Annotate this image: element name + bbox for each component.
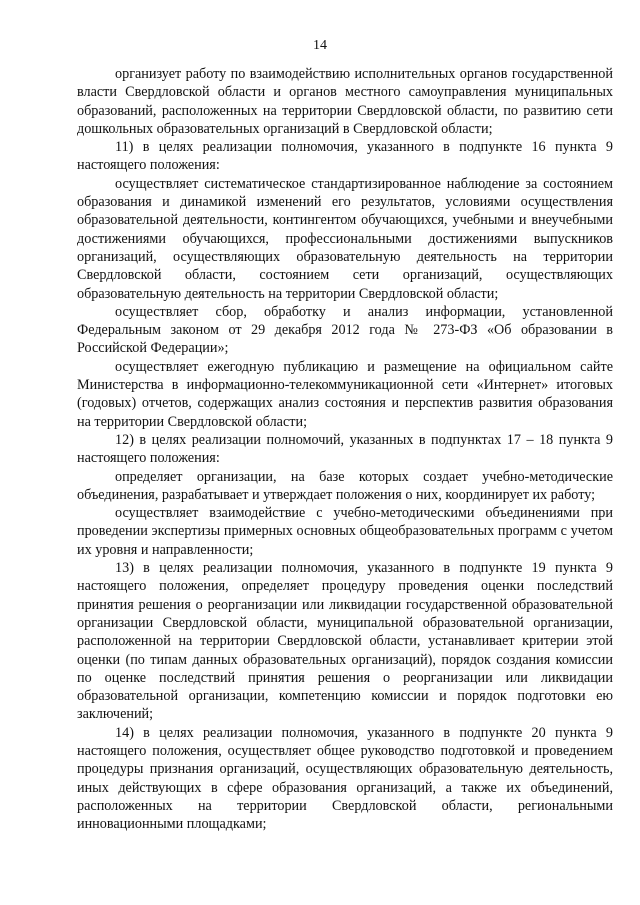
paragraph: осуществляет сбор, обработку и анализ информации, установленной Федеральным законом от 29 декабря 2012 года № 273-ФЗ «Об образовании в Российской Федерации»; <box>77 303 613 357</box>
paragraph: организует работу по взаимодействию исполнительных органов государственной власти Свердловской области и органов местного самоуправления муниципальных образований, расположенных на территории Свердловской области, по развитию сети дошкольных образовательных организаций в Свердловской области; <box>77 66 613 137</box>
paragraph: осуществляет систематическое стандартизированное наблюдение за состоянием образования и динамикой изменений его результатов, условиями осуществления образовательной деятельности, контингентом обучающихся, учебными и внеучебными достижениями обучающихся, профессиональными достижениями выпускников организаций, осуществляющих образовательную деятельность на территории Свердловской области, состоянием сети организаций, осуществляющих образовательную деятельность на территории Свердловской области; <box>77 175 613 302</box>
page-number: 14 <box>313 38 327 53</box>
paragraph: 11) в целях реализации полномочия, указанного в подпункте 16 пункта 9 настоящего положения: <box>77 139 613 174</box>
paragraph: определяет организации, на базе которых создает учебно-методические объединения, разрабатывает и утверждает положения о них, координирует их работу; <box>77 468 613 503</box>
document-body <box>77 65 613 833</box>
paragraph: осуществляет взаимодействие с учебно-методическими объединениями при проведении экспертизы примерных основных общеобразовательных программ с учетом их уровня и направленности; <box>77 505 613 558</box>
paragraph: 14) в целях реализации полномочия, указанного в подпункте 20 пункта 9 настоящего положения, осуществляет общее руководство подготовкой и проведением процедуры признания организаций, осуществляющих образовательную деятельность, иных действующих в сфере образования организаций, а также их объединений, расположенных на территории Свердловской области, региональными инновационными площадками; <box>77 724 613 833</box>
paragraph: 13) в целях реализации полномочия, указанного в подпункте 19 пункта 9 настоящего положения, определяет процедуру проведения оценки последствий принятия решения о реорганизации или ликвидации государственной образовательной организации Свердловской области, муниципальной образовательной организации, расположенной на территории Свердловской области, устанавливает критерии этой оценки (по типам данных образовательных организаций), порядок создания комиссии по оценке последствий принятия решения о реорганизации или ликвидации образовательной организации, компетенцию комиссии и порядок подготовки ею заключений; <box>77 560 613 723</box>
paragraph: 12) в целях реализации полномочий, указанных в подпунктах 17 – 18 пункта 9 настоящего положения: <box>77 431 613 467</box>
paragraph: осуществляет ежегодную публикацию и размещение на официальном сайте Министерства в информационно-телекоммуникационной сети «Интернет» итоговых (годовых) отчетов, содержащих анализ состояния и перспектив развития образования на территории Свердловской области; <box>77 358 613 430</box>
